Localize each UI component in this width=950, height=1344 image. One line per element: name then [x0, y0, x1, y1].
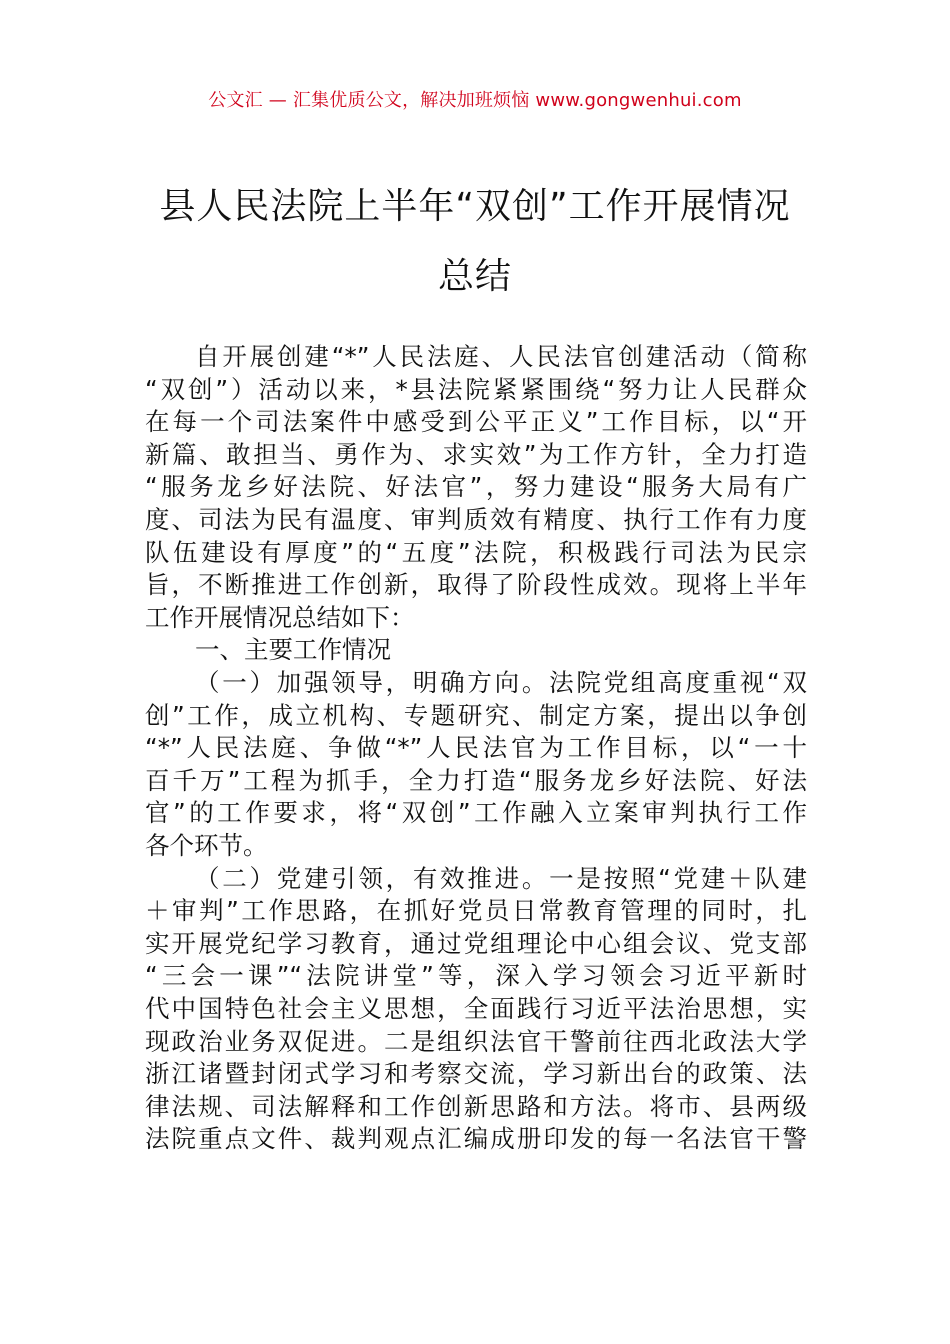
body-line: 实开展党纪学习教育，通过党组理论中心组会议、党支部 — [145, 928, 807, 958]
body-line: 各个环节。 — [145, 831, 268, 860]
body-line: 自开展创建“*”人民法庭、人民法官创建活动（简称 — [195, 342, 807, 371]
body-line: 度、司法为民有温度、审判质效有精度、执行工作有力度 — [145, 505, 807, 534]
body-line: （二）党建引领，有效推进。一是按照“党建＋队建 — [195, 863, 807, 893]
body-line: （一）加强领导，明确方向。法院党组高度重视“双 — [195, 668, 807, 697]
body-line: 新篇、敢担当、勇作为、求实效”为工作方针，全力打造 — [145, 439, 807, 469]
body-line: 现政治业务双促进。二是组织法官干警前往西北政法大学 — [145, 1026, 807, 1056]
body-line: 队伍建设有厚度”的“五度”法院，积极践行司法为民宗 — [145, 537, 807, 567]
header-banner: 公文汇 — 汇集优质公文，解决加班烦恼 www.gongwenhui.com — [208, 90, 742, 111]
body-line: 在每一个司法案件中感受到公平正义”工作目标，以“开 — [145, 407, 807, 437]
body-line: 浙江诸暨封闭式学习和考察交流，学习新出台的政策、法 — [145, 1059, 807, 1089]
body-line: “双创”）活动以来，*县法院紧紧围绕“努力让人民群众 — [145, 374, 807, 404]
body-line: 创”工作，成立机构、专题研究、制定方案，提出以争创 — [145, 700, 807, 730]
body-line: 百千万”工程为抓手，全力打造“服务龙乡好法院、好法 — [145, 765, 807, 795]
document-title-line-1: 县人民法院上半年“双创”工作开展情况 — [159, 186, 791, 227]
body-line: “服务龙乡好法院、好法官”，努力建设“服务大局有广 — [145, 472, 807, 502]
body-line: “*”人民法庭、争做“*”人民法官为工作目标，以“一十 — [145, 733, 807, 763]
body-line: 法院重点文件、裁判观点汇编成册印发的每一名法官干警 — [145, 1124, 807, 1154]
body-line: 律法规、司法解释和工作创新思路和方法。将市、县两级 — [145, 1091, 807, 1121]
body-line: 旨，不断推进工作创新，取得了阶段性成效。现将上半年 — [145, 570, 807, 600]
body-line: “三会一课”“法院讲堂”等，深入学习领会习近平新时 — [145, 961, 807, 991]
document-title-line-2: 总结 — [437, 256, 512, 297]
body-line: 代中国特色社会主义思想，全面践行习近平法治思想，实 — [145, 994, 807, 1023]
section-heading: 一、主要工作情况 — [195, 635, 391, 665]
body-line: 工作开展情况总结如下： — [145, 602, 415, 632]
body-line: 官”的工作要求，将“双创”工作融入立案审判执行工作 — [145, 798, 807, 828]
body-line: ＋审判”工作思路，在抓好党员日常教育管理的同时，扎 — [145, 896, 807, 926]
